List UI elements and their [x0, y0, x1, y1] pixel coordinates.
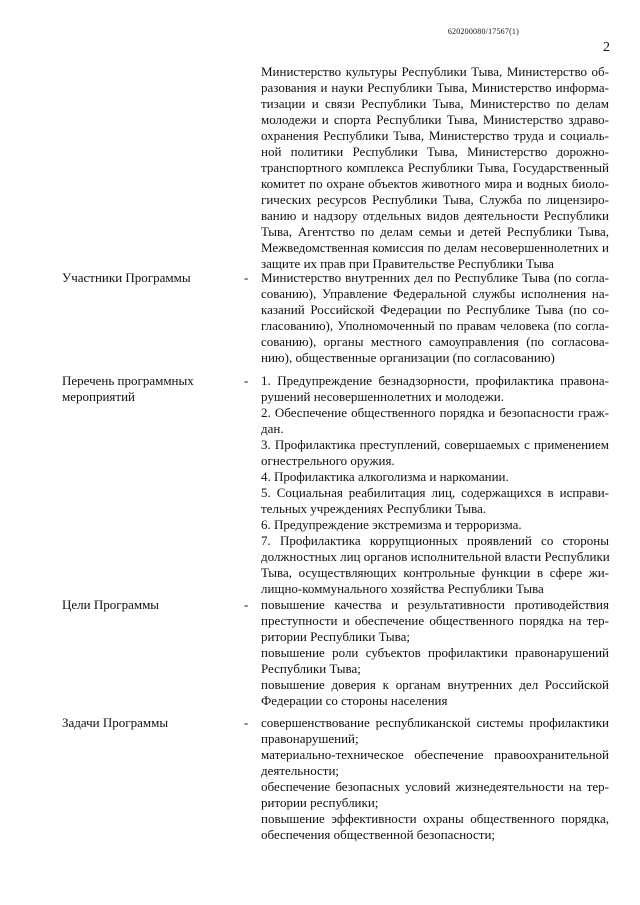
text-line: преступности и обеспечение общественного порядка на тер- [261, 613, 609, 628]
text-line: ной политики Республики Тыва, Министерство дорожно- [261, 144, 609, 159]
row-text [261, 373, 609, 597]
text-line: Министерство культуры Республики Тыва, Министерство об- [261, 64, 609, 79]
text-line: Министерство внутренних дел по Республике Тыва (по согла- [261, 270, 609, 285]
text-line: ванию и надзору отдельных видов деятельности Республики [261, 208, 609, 223]
text-line: деятельности; [261, 763, 340, 778]
text-line: тизации и связи Республики Тыва, Министерство по делам [261, 96, 609, 111]
text-line: разования и науки Республики Тыва, Министерство информа- [261, 80, 609, 95]
text-line: материально-техническое обеспечение правоохранительной [261, 747, 609, 762]
text-line: дан. [261, 421, 284, 436]
text-line: сованию), Управление Федеральной службы исполнения на- [261, 286, 609, 301]
text-line: комитет по охране объектов животного мира и водных биоло- [261, 176, 609, 191]
text-line: обеспечение безопасных условий жизнедеятельности на тер- [261, 779, 609, 794]
row-dash: - [244, 270, 249, 285]
text-line: казаний Российской Федерации по Республике Тыва (по со- [261, 302, 609, 317]
row-dash: - [244, 373, 249, 388]
row-text [261, 270, 609, 366]
text-line: молодежи и спорта Республики Тыва, Министерство здраво- [261, 112, 609, 127]
text-line: 5. Социальная реабилитация лиц, содержащихся в исправи- [261, 485, 609, 500]
row-dash: - [244, 715, 249, 730]
text-line: совершенствование республиканской системы профилактики [261, 715, 609, 730]
text-line: повышение доверия к органам внутренних дел Российской [261, 677, 609, 692]
text-line: 4. Профилактика алкоголизма и наркомании. [261, 469, 509, 484]
text-line: ритории Республики Тыва; [261, 629, 410, 644]
row-label: Участники Программы [62, 270, 191, 285]
text-line: повышение эффективности охраны общественного порядка, [261, 811, 609, 826]
text-line: Республики Тыва; [261, 661, 361, 676]
text-line: лищно-коммунального хозяйства Республики Тыва [261, 581, 544, 596]
text-line: ритории республики; [261, 795, 379, 810]
text-line: Межведомственная комиссия по делам несовершеннолетних и [261, 240, 609, 255]
text-line: огнестрельного оружия. [261, 453, 395, 468]
text-line: 3. Профилактика преступлений, совершаемых с применением [261, 437, 609, 452]
text-line: Федерации со стороны населения [261, 693, 448, 708]
row-text [261, 597, 609, 709]
row-label: Задачи Программы [62, 715, 169, 730]
text-line: должностных лиц органов исполнительной власти Республики [261, 549, 610, 564]
text-line: Тыва, осуществляющих контрольные функции в сфере жи- [261, 565, 609, 580]
text-line: гических ресурсов Республики Тыва, Служба по лицензиро- [261, 192, 609, 207]
text-line: нию), общественные организации (по согласованию) [261, 350, 555, 365]
text-line: сованию), органы местного самоуправления (по согласова- [261, 334, 609, 349]
text-line: гласованию), Уполномоченный по правам человека (по согла- [261, 318, 609, 333]
text-line: Тыва, Агентство по делам семьи и детей Республики Тыва, [261, 224, 609, 239]
text-line: повышение роли субъектов профилактики правонарушений [261, 645, 609, 660]
text-line: 7. Профилактика коррупционных проявлений со стороны [261, 533, 609, 548]
text-line: 2. Обеспечение общественного порядка и безопасности граж- [261, 405, 609, 420]
row-text [261, 64, 609, 272]
row-dash: - [244, 597, 249, 612]
row-text [261, 715, 609, 843]
text-line: повышение качества и результативности противодействия [261, 597, 609, 612]
text-line: 1. Предупреждение безнадзорности, профилактика правона- [261, 373, 609, 388]
row-label: Перечень программных мероприятий [62, 373, 194, 404]
document-id: 620200080/17567(1) [447, 27, 519, 36]
page-number: 2 [603, 40, 610, 55]
row-label: Цели Программы [62, 597, 160, 612]
text-line: охранения Республики Тыва, Министерство труда и социаль- [261, 128, 609, 143]
text-line: защите их прав при Правительстве Республики Тыва [261, 256, 554, 271]
text-line: рушений несовершеннолетних и молодежи. [261, 389, 504, 404]
text-line: правонарушений; [261, 731, 359, 746]
text-line: транспортного комплекса Республики Тыва, Государственный [261, 160, 609, 175]
text-line: тельных учреждениях Республики Тыва. [261, 501, 487, 516]
text-line: обеспечения общественной безопасности; [261, 827, 496, 842]
text-line: 6. Предупреждение экстремизма и терроризма. [261, 517, 522, 532]
